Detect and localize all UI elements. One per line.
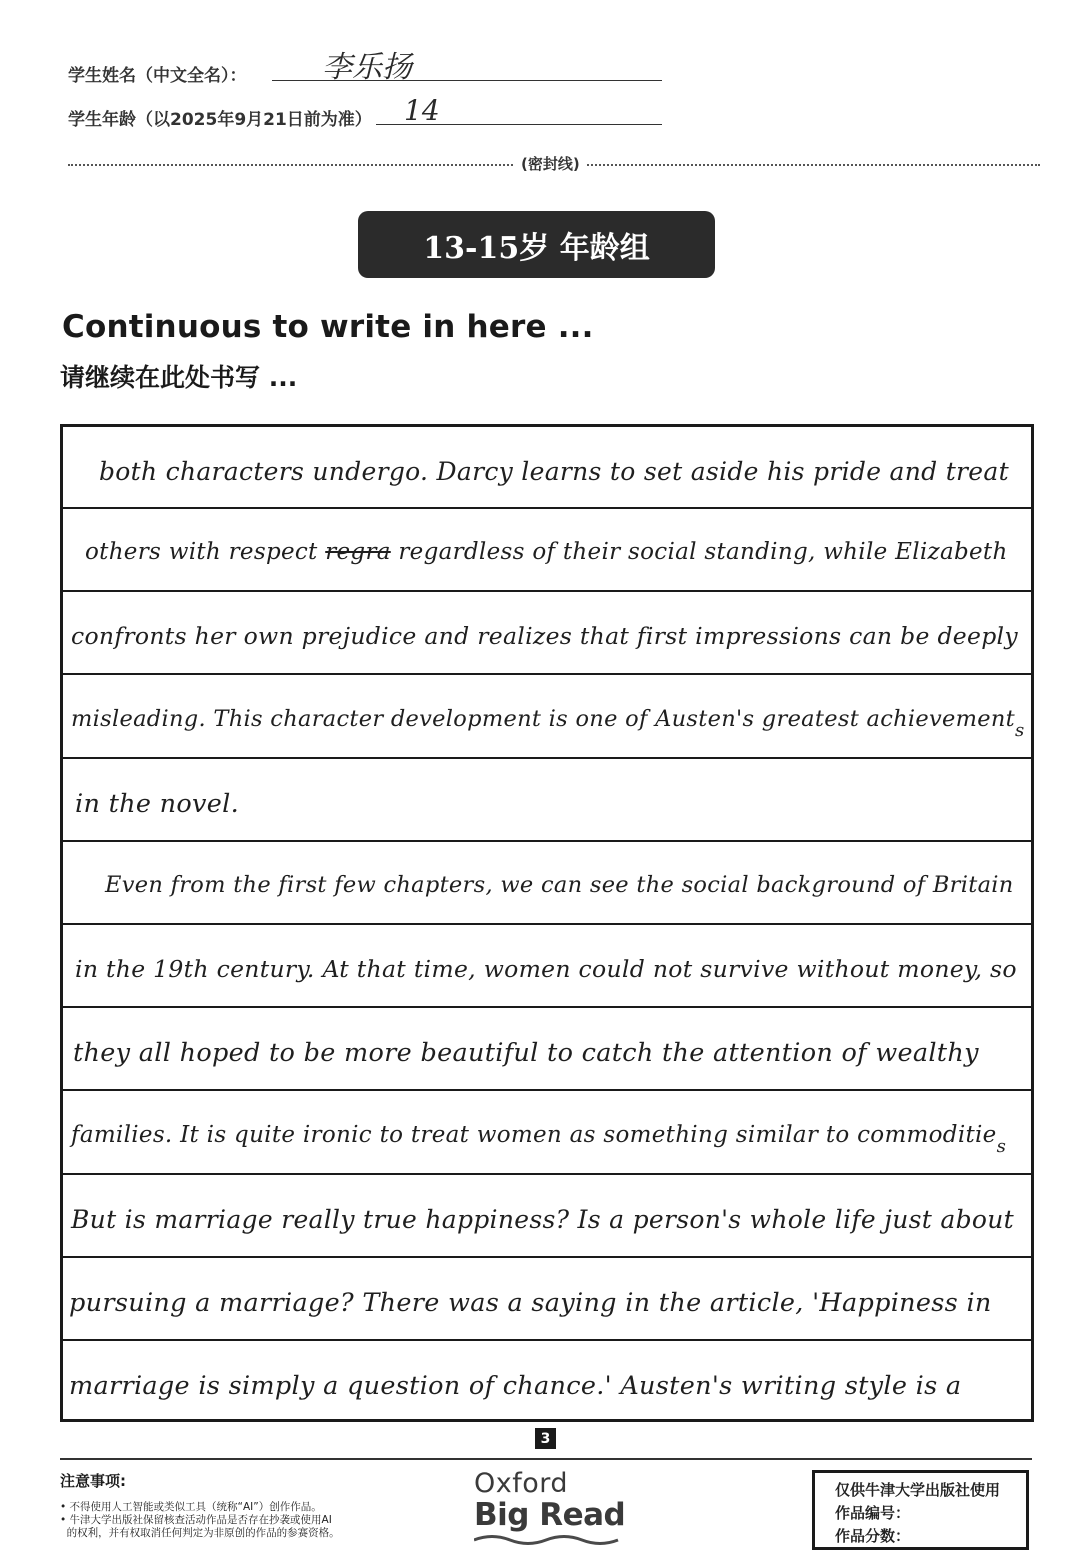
grid-rule (63, 1339, 1031, 1341)
line-text-part: regardless of their social standing, while Elizabeth (390, 539, 1008, 565)
name-value: 李乐扬 (322, 50, 412, 85)
line-text-part: misleading. This character development is one of Austen's greatest achievement (71, 706, 1016, 732)
logo-big-read-text: Big Read (474, 1497, 626, 1533)
handwritten-line (85, 539, 1008, 565)
handwritten-line: But is marriage really true happiness? Is a person's whole life just about (71, 1205, 1014, 1234)
heading-chinese: 请继续在此处书写 ... (60, 363, 298, 392)
age-value: 14 (404, 94, 440, 127)
grid-rule (63, 1006, 1031, 1008)
handwritten-line: in the novel. (75, 789, 239, 819)
handwritten-line: pursuing a marriage? There was a saying in the article, 'Happiness in (69, 1288, 992, 1318)
grid-rule (63, 1256, 1031, 1258)
writing-grid (60, 424, 1034, 1422)
logo-oxford-text: Oxford (474, 1468, 569, 1499)
entry-number-label: 作品编号： (835, 1504, 911, 1522)
notice-item: • 不得使用人工智能或类似工具（统称“AI”）创作作品。 (60, 1501, 322, 1513)
score-label: 作品分数： (835, 1527, 911, 1545)
age-group-badge: 13-15岁 年龄组 (358, 211, 715, 278)
handwritten-line: marriage is simply a question of chance.' Austen's writing style is a (69, 1371, 962, 1401)
heading-english: Continuous to write in here ... (62, 309, 594, 345)
oxford-big-read-logo (474, 1470, 625, 1551)
office-use-title: 仅供牛津大学出版社使用 (835, 1481, 1001, 1499)
notice-item: 的权利，并有权取消任何判定为非原创的作品的参赛资格。 (60, 1527, 340, 1539)
grid-rule (63, 673, 1031, 675)
handwritten-line: Even from the first few chapters, we can see the social background of Britain (105, 872, 1014, 898)
handwritten-line (71, 706, 1025, 741)
grid-rule (63, 757, 1031, 759)
grid-rule (63, 840, 1031, 842)
handwritten-line: confronts her own prejudice and realizes that first impressions can be deeply (71, 622, 1018, 650)
grid-rule (63, 923, 1031, 925)
notice-item: • 牛津大学出版社保留核查活动作品是否存在抄袭或使用AI (60, 1514, 332, 1526)
line-text-part: families. It is quite ironic to treat women as something similar to commoditie (71, 1122, 997, 1148)
handwritten-line (71, 1122, 1006, 1157)
notice-title: 注意事项: (60, 1472, 126, 1490)
handwritten-line: both characters undergo. Darcy learns to set aside his pride and treat (99, 457, 1009, 486)
grid-rule (63, 507, 1031, 509)
grid-rule (63, 1089, 1031, 1091)
insertion-mark: s (1015, 720, 1025, 741)
age-label: 学生年龄（以2025年9月21日前为准） (68, 110, 372, 130)
struck-word: regra (325, 539, 391, 565)
name-label: 学生姓名（中文全名）： (68, 66, 247, 86)
logo-wave-icon (474, 1533, 624, 1547)
seal-label: (密封线) (515, 153, 586, 174)
line-text-part: others with respect (85, 539, 326, 565)
office-use-box (812, 1470, 1029, 1550)
page-number: 3 (535, 1428, 556, 1449)
handwritten-line: in the 19th century. At that time, women could not survive without money, so (75, 955, 1017, 983)
footer-divider (60, 1458, 1032, 1460)
grid-rule (63, 590, 1031, 592)
handwritten-line: they all hoped to be more beautiful to catch the attention of wealthy (73, 1038, 979, 1068)
grid-rule (63, 1173, 1031, 1175)
insertion-mark: s (996, 1136, 1007, 1157)
